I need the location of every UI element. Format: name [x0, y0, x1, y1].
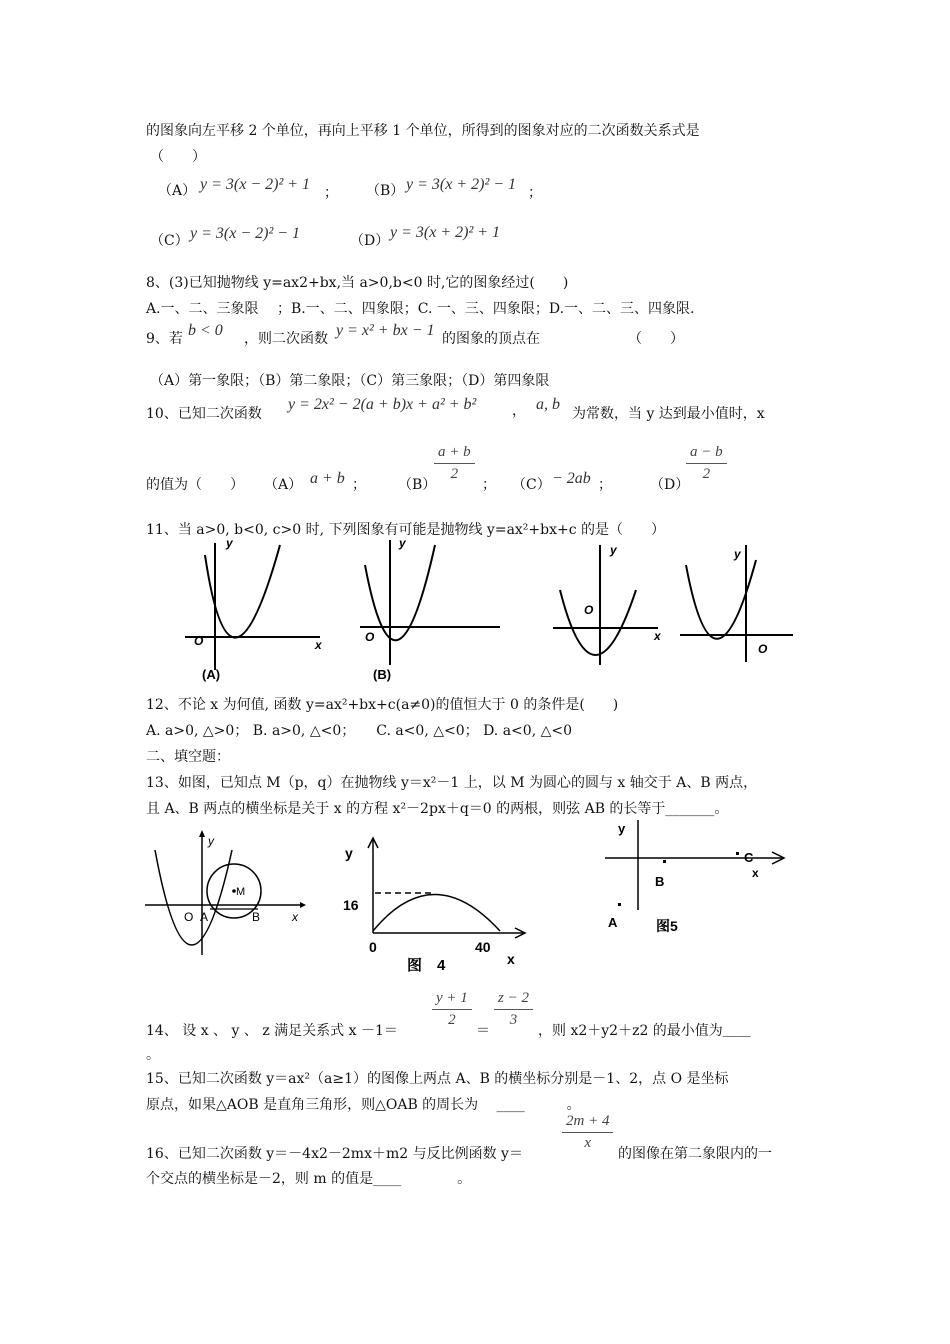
y-label: y: [618, 821, 626, 836]
y-label: y: [208, 834, 214, 848]
figure-5: [600, 815, 800, 945]
q10-option-b-numerator: a + b: [438, 444, 471, 460]
x-label: x: [752, 866, 759, 880]
q16-fraction-denominator: x: [584, 1135, 592, 1151]
origin-label: O: [584, 603, 594, 617]
q8-options: A.一、二、三象限 ；B.一、二、四象限；C. 一、三、四象限；D.一、二、三、四象限.: [146, 301, 695, 317]
graph-b-caption: (B): [373, 667, 392, 682]
origin-label: O: [184, 910, 194, 924]
figure-4: [335, 828, 535, 973]
figure-4-caption: 图 4: [407, 957, 446, 973]
parabola: [155, 850, 232, 945]
value-40-label: 40: [475, 939, 491, 955]
q10-option-b-fraction: [434, 444, 475, 483]
origin-label: O: [365, 630, 375, 644]
figure-5-caption: 图5: [656, 918, 678, 934]
q7-option-b-label: （B）: [366, 183, 405, 199]
q7-option-a-label: （A）: [158, 183, 197, 199]
y-label: y: [610, 543, 617, 557]
q14-line2: 。: [146, 1047, 160, 1063]
q11-graph-a: [180, 535, 330, 685]
origin-label: O: [758, 642, 768, 656]
q7-answer-paren: （ ）: [150, 149, 206, 165]
q11-stem: 11、当 a>0, b<0, c>0 时, 下列图象有可能是抛物线 y=ax²+bx+c 的是（ ）: [146, 522, 666, 538]
point-a-label: A: [608, 915, 618, 930]
q15-line2: 原点，如果△AOB 是直角三角形，则△OAB 的周长为 ____ 。: [146, 1097, 581, 1113]
x-label: x: [292, 910, 298, 924]
q10-vars: a, b: [536, 396, 560, 413]
q13-line2: 且 A、B 两点的横坐标是关于 x 的方程 x²－2px＋q＝0 的两根，则弦 AB 的长等于_______。: [146, 801, 729, 817]
q14-prefix: 14、 设 x 、 y 、 z 满足关系式 x －1＝: [146, 1023, 398, 1039]
point-c: [736, 852, 739, 855]
point-b: [663, 860, 666, 863]
y-label: y: [399, 536, 406, 550]
q9-function: y = x² + bx − 1: [336, 322, 435, 339]
q10-prefix: 10、已知二次函数: [146, 406, 262, 422]
point-a-label: A: [200, 910, 209, 924]
q12-options: A. a>0, △>0； B. a>0, △<0； C. a<0, △<0； D. a<0, △<0: [146, 723, 572, 739]
parabola: [205, 545, 280, 638]
q15-line1: 15、已知二次函数 y＝ax²（a≥1）的图像上两点 A、B 的横坐标分别是－1、2，点 O 是坐标: [146, 1071, 729, 1087]
q9-options: （A）第一象限；（B）第二象限；（C）第三象限；（D）第四象限: [150, 373, 550, 389]
q14-fraction-1-denominator: 2: [448, 1012, 456, 1028]
q14-fraction-1-numerator: y + 1: [436, 990, 468, 1006]
q14-suffix: ，则 x2＋y2＋z2 的最小值为＿＿: [538, 1023, 751, 1039]
q16-suffix: 的图像在第二象限内的一: [618, 1146, 772, 1162]
q16-fraction-numerator: 2m + 4: [566, 1113, 610, 1129]
q11-graph-b: [355, 535, 505, 685]
curve: [373, 895, 500, 932]
point-c-label: C: [744, 850, 754, 865]
q7-option-b-formula: y = 3(x + 2)² − 1: [406, 176, 517, 193]
zero-label: 0: [369, 939, 377, 955]
q10-option-d-label: （D）: [650, 477, 690, 493]
x-arrow: [300, 902, 306, 908]
q14-fraction-2-numerator: z − 2: [498, 990, 529, 1006]
q10-comma: ，: [512, 403, 526, 419]
section-2-heading: 二、填空题：: [146, 749, 230, 765]
q10-suffix: 为常数，当 y 达到最小值时，x: [572, 406, 765, 422]
x-label: x: [654, 629, 661, 643]
q10-line2: 的值为（ ）: [146, 477, 244, 493]
value-16-label: 16: [343, 897, 359, 913]
x-label: x: [315, 638, 322, 652]
q7-line1: 的图象向左平移 2 个单位，再向上平移 1 个单位，所得到的图象对应的二次函数关系式是: [146, 123, 700, 139]
q14-fraction-2: [494, 990, 533, 1029]
point-b-label: B: [655, 874, 665, 889]
q7-option-a-tail: ；: [324, 185, 338, 201]
q10-semicolon-2: ；: [482, 477, 496, 493]
q11-graph-d: [678, 540, 798, 670]
q10-option-c-label: （C）: [512, 477, 551, 493]
q9-suffix: 的图象的顶点在: [442, 331, 540, 347]
q16-line2: 个交点的横坐标是－2，则 m 的值是____ 。: [146, 1171, 472, 1187]
q11-graph-c: [548, 540, 678, 670]
q9-answer-paren: （ ）: [628, 331, 684, 347]
x-label: x: [507, 951, 515, 967]
y-label: y: [226, 536, 233, 550]
q10-semicolon-1: ；: [352, 477, 366, 493]
q13-line1: 13、如图，已知点 M（p，q）在抛物线 y＝x²－1 上，以 M 为圆心的圆与 x 轴交于 A、B 两点，: [146, 775, 758, 791]
q12-stem: 12、不论 x 为何值, 函数 y=ax²+bx+c(a≠0)的值恒大于 0 的条件是( ): [146, 697, 619, 713]
origin-label: O: [194, 634, 204, 648]
y-label: y: [734, 547, 741, 561]
q9-condition: b < 0: [188, 322, 223, 339]
q10-option-d-denominator: 2: [702, 466, 711, 482]
q7-option-d-label: （D）: [350, 233, 390, 249]
q10-option-d-fraction: [686, 444, 727, 483]
q8-stem: 8、(3)已知抛物线 y=ax2+bx,当 a>0,b<0 时,它的图象经过( ): [146, 275, 569, 291]
q10-option-a: a + b: [310, 470, 345, 487]
q10-option-c: − 2ab: [552, 470, 591, 487]
q7-option-b-tail: ；: [528, 185, 542, 201]
q10-option-d-numerator: a − b: [690, 444, 723, 460]
q10-option-b-denominator: 2: [450, 466, 459, 482]
q10-option-b-label: （B）: [398, 477, 437, 493]
q10-option-a-label: （A）: [264, 477, 303, 493]
point-b-label: B: [252, 910, 261, 924]
q14-fraction-2-denominator: 3: [509, 1012, 518, 1028]
q14-equals: ＝: [476, 1023, 490, 1039]
q9-prefix: 9、若: [146, 331, 183, 347]
point-m-label: M: [236, 886, 246, 898]
q14-fraction-1: [432, 990, 472, 1029]
q7-option-d-formula: y = 3(x + 2)² + 1: [390, 224, 501, 241]
q16-fraction: [562, 1113, 613, 1152]
q13-figure-circle: [140, 825, 310, 960]
y-arrow: [199, 830, 205, 837]
q10-function: y = 2x² − 2(a + b)x + a² + b²: [288, 396, 477, 413]
y-label: y: [345, 845, 353, 861]
q16-prefix: 16、已知二次函数 y＝－4x2－2mx＋m2 与反比例函数 y＝: [146, 1146, 523, 1162]
q9-mid: ，则二次函数: [244, 331, 328, 347]
parabola: [560, 590, 636, 655]
q10-semicolon-3: ；: [598, 477, 612, 493]
point-a: [618, 903, 621, 906]
q7-option-c-formula: y = 3(x − 2)² − 1: [190, 225, 301, 242]
q7-option-a-formula: y = 3(x − 2)² + 1: [200, 176, 311, 193]
graph-a-caption: (A): [202, 667, 221, 682]
q7-option-c-label: （C）: [150, 233, 189, 249]
